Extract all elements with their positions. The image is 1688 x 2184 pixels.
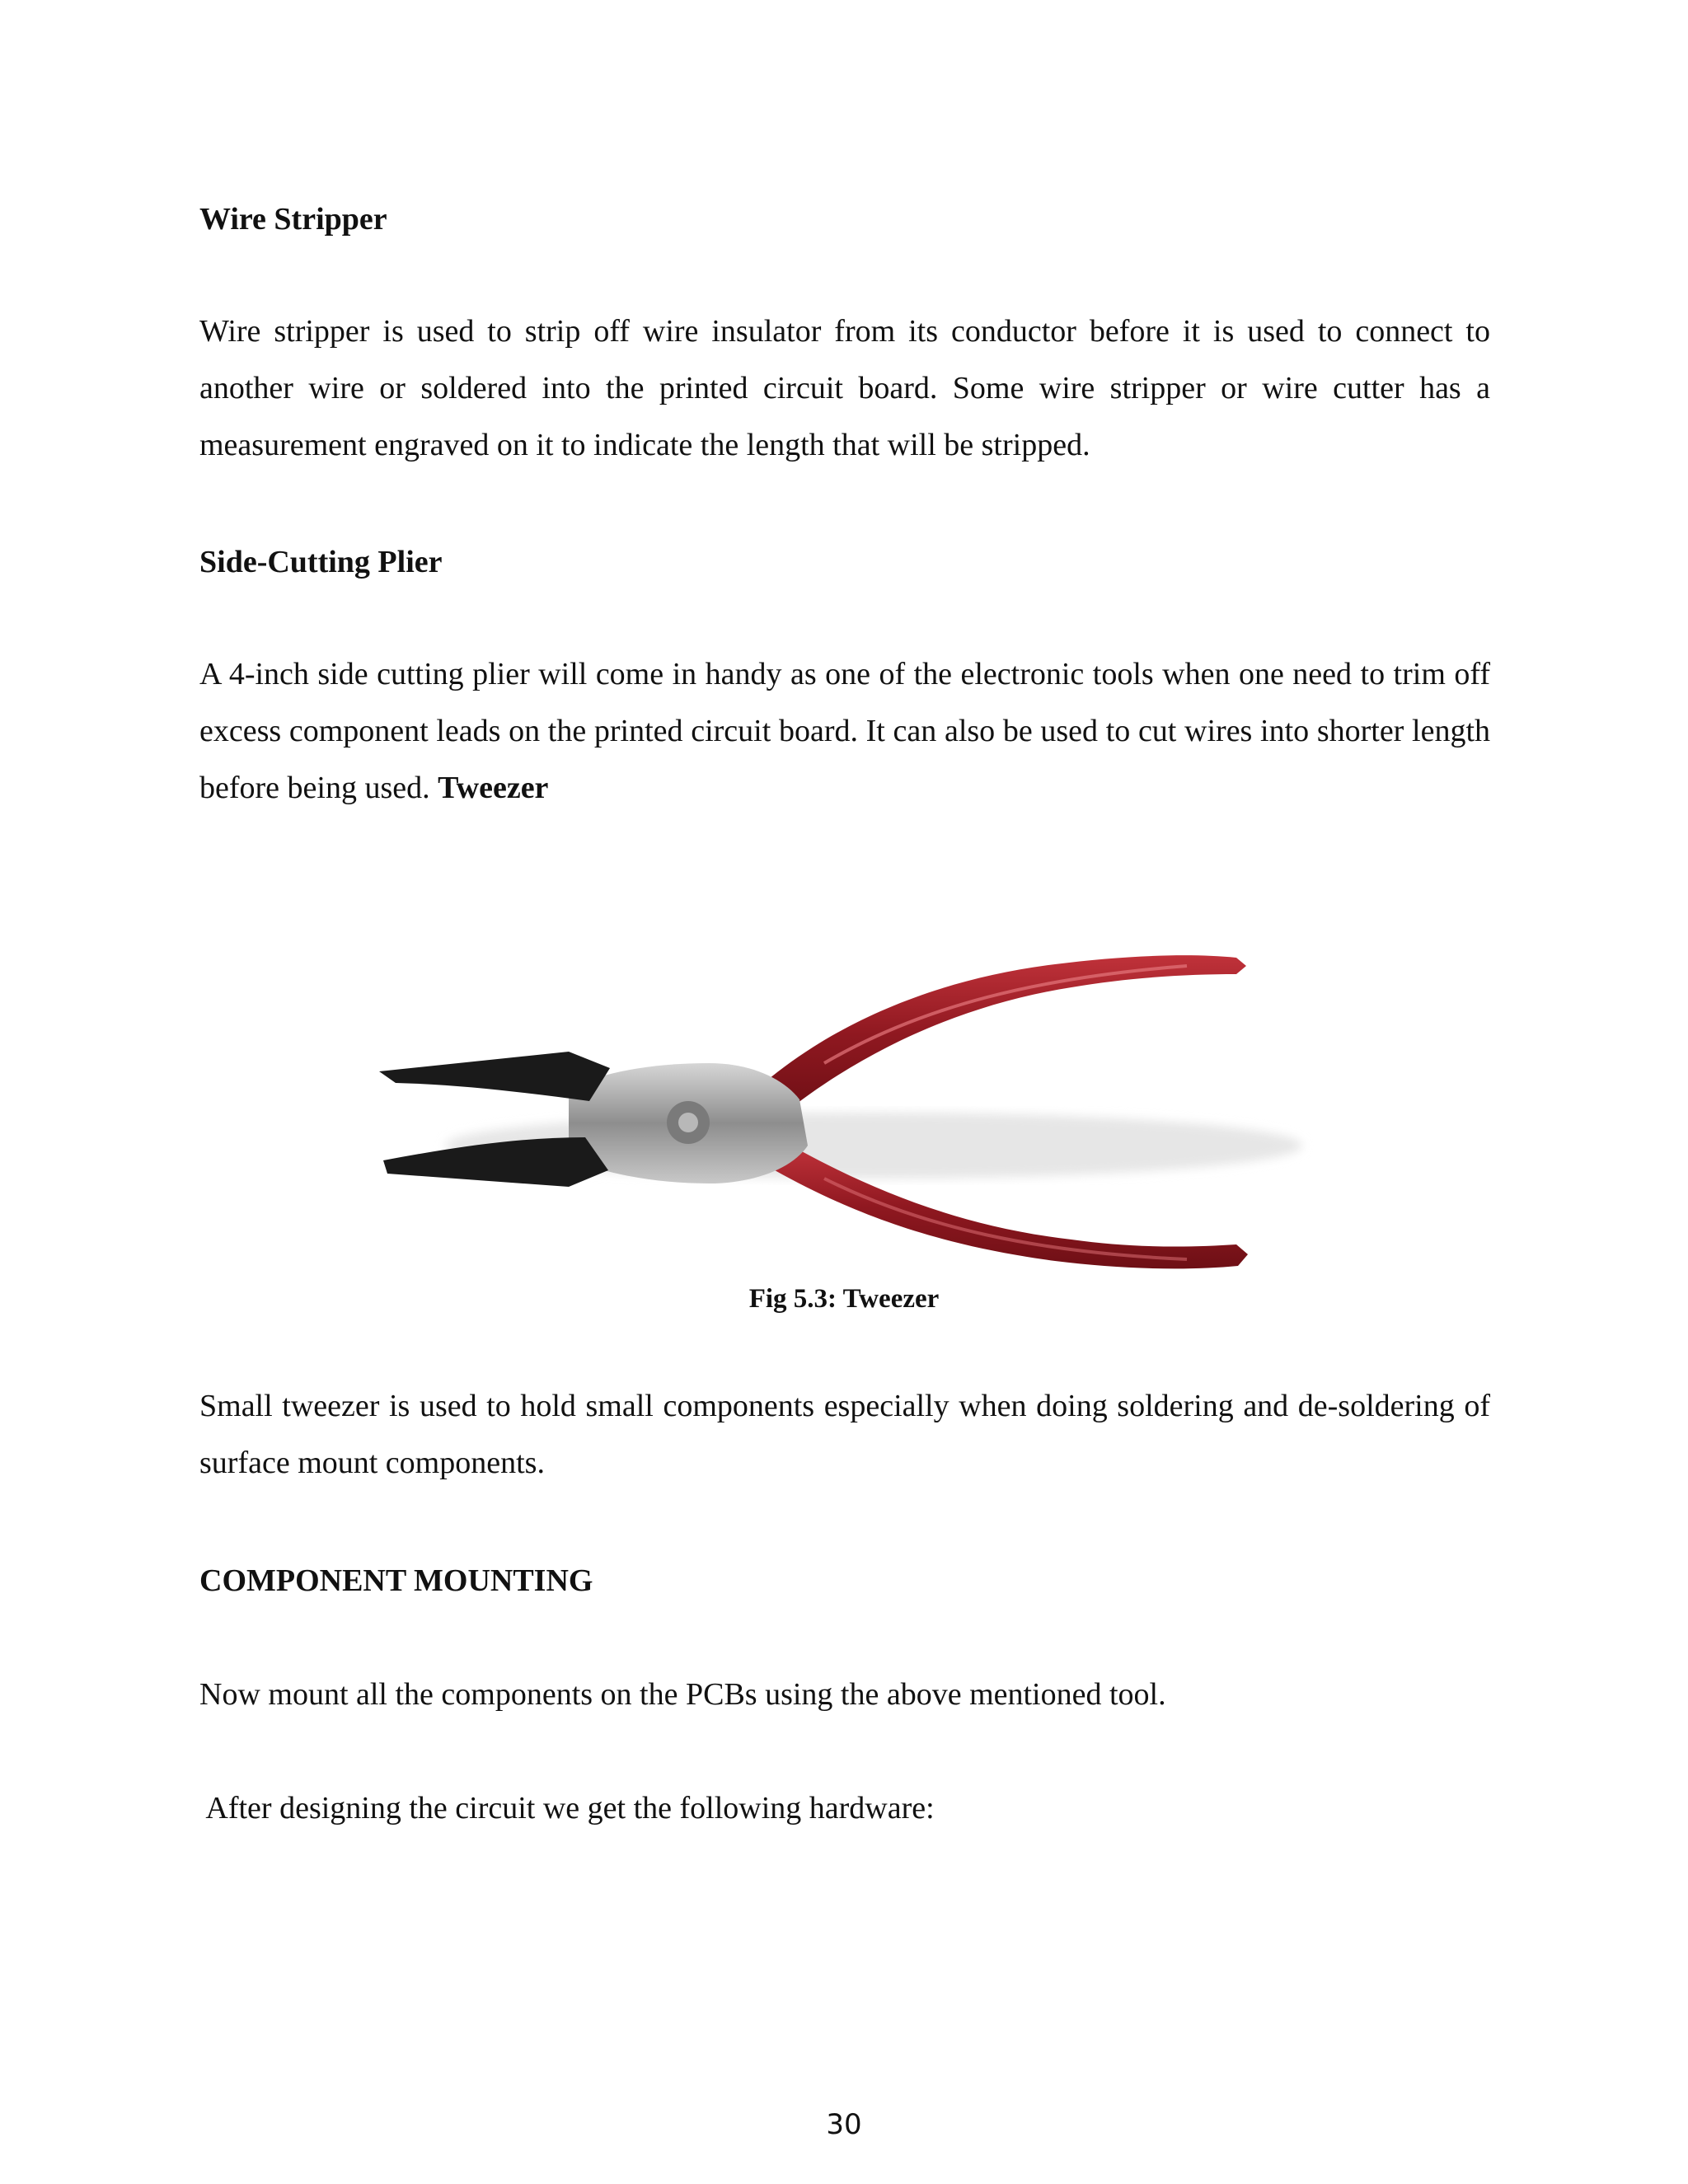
page-number: 30 (826, 2108, 862, 2141)
wire-stripper-paragraph: Wire stripper is used to strip off wire insulator from its conductor before it is used to connect to another wire or soldered into the printed circuit board. Some wire stripper or wire cutter has a measurement engraved on it to indicate the length that will be stripped. (199, 314, 1490, 462)
tweezer-inline-heading: Tweezer (438, 771, 549, 805)
plier-figure (363, 898, 1368, 1277)
component-mounting-heading: COMPONENT MOUNTING (199, 1563, 593, 1598)
upper-handle (758, 955, 1246, 1114)
side-cutting-plier-heading: Side-Cutting Plier (199, 545, 443, 579)
component-mounting-line-2: After designing the circuit we get the following hardware: (199, 1791, 935, 1825)
side-cutting-plier-paragraph (199, 646, 1490, 817)
component-mounting-line-1: Now mount all the components on the PCBs using the above mentioned tool. (199, 1677, 1166, 1712)
upper-jaw (379, 1052, 610, 1101)
side-cutting-plier-text: A 4-inch side cutting plier will come in handy as one of the electronic tools when one need to trim off excess component leads on the printed circuit board. It can also be used to cut wires into shorter length before being used. (199, 657, 1490, 805)
wire-stripper-heading: Wire Stripper (199, 202, 387, 237)
figure-caption: Fig 5.3: Tweezer (748, 1284, 940, 1314)
lower-jaw (383, 1137, 608, 1187)
tweezer-paragraph: Small tweezer is used to hold small components especially when doing soldering and de-soldering of surface mount components. (199, 1389, 1490, 1480)
plier-pivot-center (678, 1113, 698, 1132)
